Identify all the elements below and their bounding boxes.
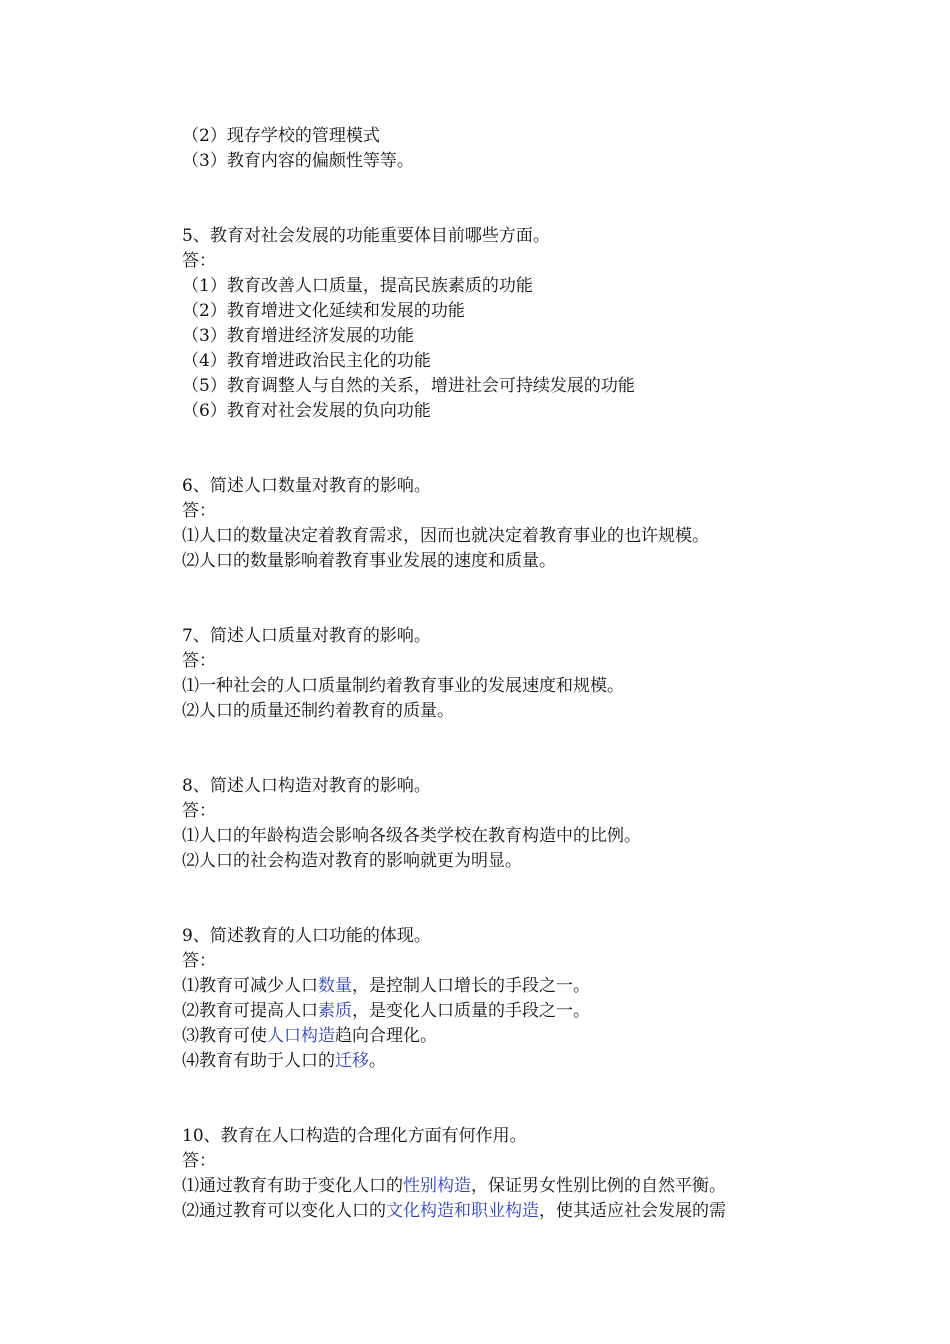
answer-item: （4）教育增进政治民主化的功能 (182, 351, 431, 371)
document-body (182, 124, 822, 1224)
answer-item: （6）教育对社会发展的负向功能 (182, 401, 431, 421)
question-7: 7、简述人口质量对教育的影响。 (182, 626, 431, 646)
highlighted-term: 素质 (318, 1001, 352, 1021)
answer-label: 答： (182, 651, 216, 671)
question-10: 10、教育在人口构造的合理化方面有何作用。 (182, 1126, 527, 1146)
intro-item: （2）现存学校的管理模式 (182, 126, 380, 146)
section-gap (182, 574, 822, 624)
answer-item: ⑵教育可提高人口素质，是变化人口质量的手段之一。 (182, 1001, 590, 1021)
answer-item: （1）教育改善人口质量，提高民族素质的功能 (182, 276, 533, 296)
highlighted-term: 文化构造和职业构造 (386, 1201, 539, 1221)
answer-item: ⑴教育可减少人口数量，是控制人口增长的手段之一。 (182, 976, 590, 996)
section-gap (182, 1074, 822, 1124)
section-gap (182, 174, 822, 224)
question-9: 9、简述教育的人口功能的体现。 (182, 926, 431, 946)
highlighted-term: 迁移 (335, 1051, 369, 1071)
answer-label: 答： (182, 501, 216, 521)
answer-item: ⑴人口的年龄构造会影响各级各类学校在教育构造中的比例。 (182, 826, 641, 846)
answer-label: 答： (182, 1151, 216, 1171)
answer-item: ⑵人口的社会构造对教育的影响就更为明显。 (182, 851, 522, 871)
answer-item: ⑴人口的数量决定着教育需求，因而也就决定着教育事业的也许规模。 (182, 526, 709, 546)
section-gap (182, 874, 822, 924)
highlighted-term: 数量 (318, 976, 352, 996)
answer-label: 答： (182, 951, 216, 971)
answer-item: ⑵通过教育可以变化人口的文化构造和职业构造，使其适应社会发展的需 (182, 1201, 726, 1221)
answer-item: ⑵人口的质量还制约着教育的质量。 (182, 701, 454, 721)
answer-item: ⑴一种社会的人口质量制约着教育事业的发展速度和规模。 (182, 676, 624, 696)
answer-label: 答： (182, 801, 216, 821)
highlighted-term: 性别构造 (403, 1176, 471, 1196)
answer-label: 答： (182, 251, 216, 271)
answer-item: ⑵人口的数量影响着教育事业发展的速度和质量。 (182, 551, 556, 571)
highlighted-term: 人口构造 (267, 1026, 335, 1046)
section-gap (182, 724, 822, 774)
question-6: 6、简述人口数量对教育的影响。 (182, 476, 431, 496)
question-5: 5、教育对社会发展的功能重要体目前哪些方面。 (182, 226, 550, 246)
answer-item: （2）教育增进文化延续和发展的功能 (182, 301, 465, 321)
answer-item: ⑷教育有助于人口的迁移。 (182, 1051, 386, 1071)
answer-item: （3）教育增进经济发展的功能 (182, 326, 414, 346)
section-gap (182, 424, 822, 474)
answer-item: ⑶教育可使人口构造趋向合理化。 (182, 1026, 437, 1046)
question-8: 8、简述人口构造对教育的影响。 (182, 776, 431, 796)
answer-item: ⑴通过教育有助于变化人口的性别构造，保证男女性别比例的自然平衡。 (182, 1176, 726, 1196)
answer-item: （5）教育调整人与自然的关系，增进社会可持续发展的功能 (182, 376, 635, 396)
intro-item: （3）教育内容的偏颇性等等。 (182, 151, 414, 171)
